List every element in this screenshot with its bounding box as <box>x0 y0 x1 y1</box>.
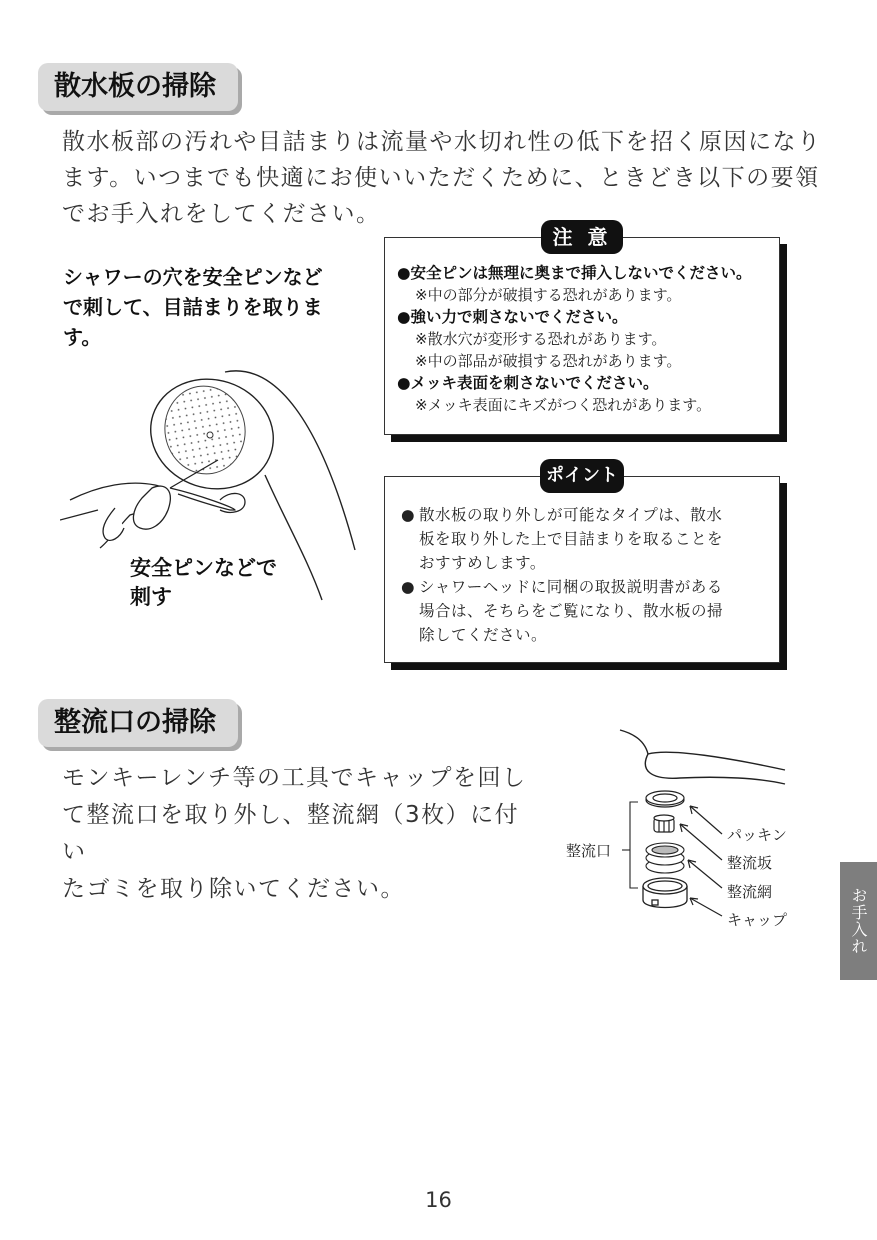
caption-line: 安全ピンなどで <box>130 556 277 580</box>
section2-line: たゴミを取り除いてください。 <box>62 876 405 902</box>
point-box <box>384 465 780 663</box>
point-list <box>401 503 769 647</box>
part-label-straightener: 整流坂 <box>727 854 773 872</box>
mesh-screens <box>646 843 684 873</box>
point-line: 散水板の取り外しが可能なタイプは、散水 <box>419 506 723 524</box>
shower-head <box>136 363 287 504</box>
hand <box>60 483 170 548</box>
figure-caption <box>130 554 277 612</box>
caution-list <box>397 262 771 416</box>
caption-line: 刺す <box>130 585 172 609</box>
bullet: ● <box>401 506 416 524</box>
caution-heading: ●安全ピンは無理に奥まで挿入しないでください。 <box>397 264 752 282</box>
point-line: おすすめします。 <box>419 554 546 572</box>
caution-note: ※メッキ表面にキズがつく恐れがあります。 <box>415 396 712 414</box>
instruction-line: す。 <box>63 325 102 349</box>
side-index-tab: お手入れ <box>840 862 877 980</box>
caution-note: ※中の部分が破損する恐れがあります。 <box>415 286 682 304</box>
section1-description <box>62 124 842 232</box>
caution-item <box>397 306 771 372</box>
point-line: 板を取り外した上で目詰まりを取ることを <box>419 530 724 548</box>
section2-line: モンキーレンチ等の工具でキャップを回し <box>62 765 527 791</box>
page-number: 16 <box>425 1188 452 1212</box>
caution-label: 注 意 <box>541 220 623 254</box>
part-label-mesh: 整流網 <box>727 883 773 901</box>
caution-item <box>397 262 771 306</box>
point-line: シャワーヘッドに同梱の取扱説明書がある <box>419 578 723 596</box>
packing-ring <box>646 791 684 807</box>
cap <box>643 878 687 908</box>
caution-box <box>384 225 780 435</box>
point-item <box>401 503 769 575</box>
point-item <box>401 575 769 647</box>
section2-line: て整流口を取り外し、整流網（3枚）に付い <box>62 802 520 865</box>
straightener-plate <box>654 815 674 832</box>
faucet-spout <box>620 730 785 784</box>
part-label-packing: パッキン <box>727 826 787 844</box>
section-title-flow-straightener: 整流口の掃除 <box>38 699 238 747</box>
caution-note: ※中の部品が破損する恐れがあります。 <box>415 352 682 370</box>
section1-line: でお手入れをしてください。 <box>62 201 381 227</box>
section1-line: ます。いつまでも快適にお使いいただくために、ときどき以下の要領 <box>62 165 820 191</box>
flow-group-label: 整流口 <box>566 842 612 860</box>
section1-line: 散水板部の汚れや目詰まりは流量や水切れ性の低下を招く原因になり <box>62 129 822 155</box>
caution-note: ※散水穴が変形する恐れがあります。 <box>415 330 667 348</box>
section2-description <box>62 760 542 908</box>
point-label: ポイント <box>540 459 624 493</box>
pin-instruction <box>63 262 383 352</box>
instruction-line: で刺して、目詰まりを取りま <box>63 295 323 319</box>
caution-item <box>397 372 771 416</box>
point-line: 除してください。 <box>419 626 548 644</box>
point-line: 場合は、そちらをご覧になり、散水板の掃 <box>419 602 724 620</box>
caution-heading: ●メッキ表面を刺さないでください。 <box>397 374 659 392</box>
group-bracket <box>622 802 638 888</box>
caution-heading: ●強い力で刺さないでください。 <box>397 308 628 326</box>
part-label-cap: キャップ <box>727 911 788 929</box>
bullet: ● <box>401 578 416 596</box>
section-title-shower-plate: 散水板の掃除 <box>38 63 238 111</box>
instruction-line: シャワーの穴を安全ピンなど <box>63 265 323 289</box>
